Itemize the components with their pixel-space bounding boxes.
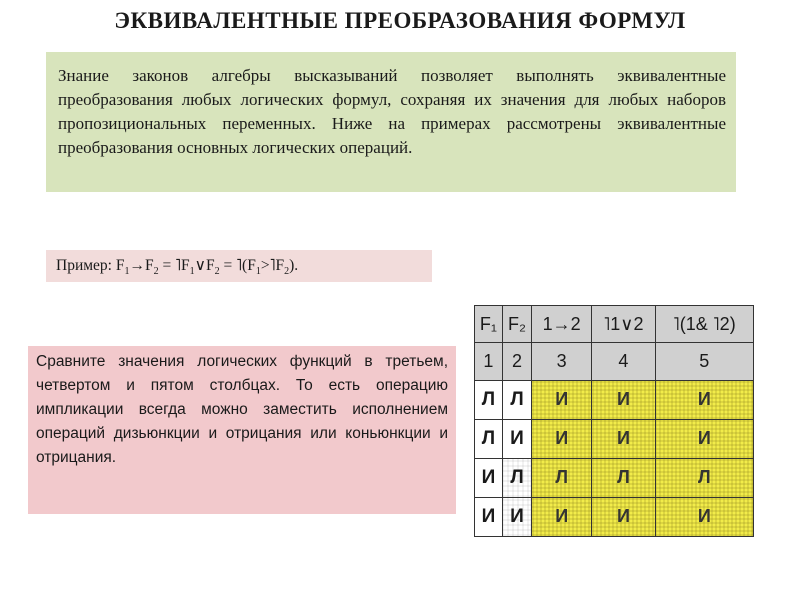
table-cell: Л bbox=[502, 380, 531, 419]
table-cell: Л bbox=[475, 419, 503, 458]
table-number-cell: 1 bbox=[475, 343, 503, 380]
intro-text-box: Знание законов алгебры высказываний позволяет выполнять эквивалентные преобразования любых логических формул, сохраняя их значения для любых наборов пропозициональных переменных. Ниже на примерах рассмотрены эквивалентные преобразования основных логических операций. bbox=[46, 52, 736, 192]
table-cell: И bbox=[502, 419, 531, 458]
table-header-cell: F₁ bbox=[475, 306, 503, 343]
table-cell: Л bbox=[655, 458, 753, 497]
page-title: ЭКВИВАЛЕНТНЫЕ ПРЕОБРАЗОВАНИЯ ФОРМУЛ bbox=[114, 8, 686, 33]
table-cell: И bbox=[655, 419, 753, 458]
table-row bbox=[475, 419, 754, 458]
table-cell: И bbox=[532, 497, 592, 536]
table-header-cell: F₂ bbox=[502, 306, 531, 343]
table-cell: И bbox=[502, 497, 531, 536]
table-cell: Л bbox=[592, 458, 655, 497]
table-row bbox=[475, 458, 754, 497]
table-number-cell: 5 bbox=[655, 343, 753, 380]
table-row bbox=[475, 497, 754, 536]
table-number-cell: 3 bbox=[532, 343, 592, 380]
table-cell: И bbox=[475, 458, 503, 497]
table-cell: И bbox=[592, 497, 655, 536]
truth-table bbox=[474, 305, 754, 537]
table-cell: И bbox=[592, 380, 655, 419]
table-cell: Л bbox=[502, 458, 531, 497]
table-cell: И bbox=[655, 380, 753, 419]
table-number-cell: 4 bbox=[592, 343, 655, 380]
table-cell: И bbox=[532, 419, 592, 458]
table-row bbox=[475, 380, 754, 419]
table-header-cell: 1→2 bbox=[532, 306, 592, 343]
table-cell: И bbox=[655, 497, 753, 536]
table-header-cell: ˥1∨2 bbox=[592, 306, 655, 343]
table-header-cell: ˥(1& ˥2) bbox=[655, 306, 753, 343]
table-header-row bbox=[475, 306, 754, 343]
table-cell: И bbox=[475, 497, 503, 536]
table-cell: Л bbox=[532, 458, 592, 497]
compare-text-box: Сравните значения логических функций в третьем, четвертом и пятом столбцах. То есть операцию импликации всегда можно заместить исполнением операций дизьюнкции и отрицания или коньюнкции и отрицания. bbox=[28, 346, 456, 514]
table-cell: И bbox=[532, 380, 592, 419]
table-number-cell: 2 bbox=[502, 343, 531, 380]
table-cell: Л bbox=[475, 380, 503, 419]
table-number-row bbox=[475, 343, 754, 380]
example-formula: Пример: $F_1\to F_2$ = $˥F_1\vee F_2$ = $˥(F_1>˥F_2)$. bbox=[46, 250, 432, 282]
table-cell: И bbox=[592, 419, 655, 458]
